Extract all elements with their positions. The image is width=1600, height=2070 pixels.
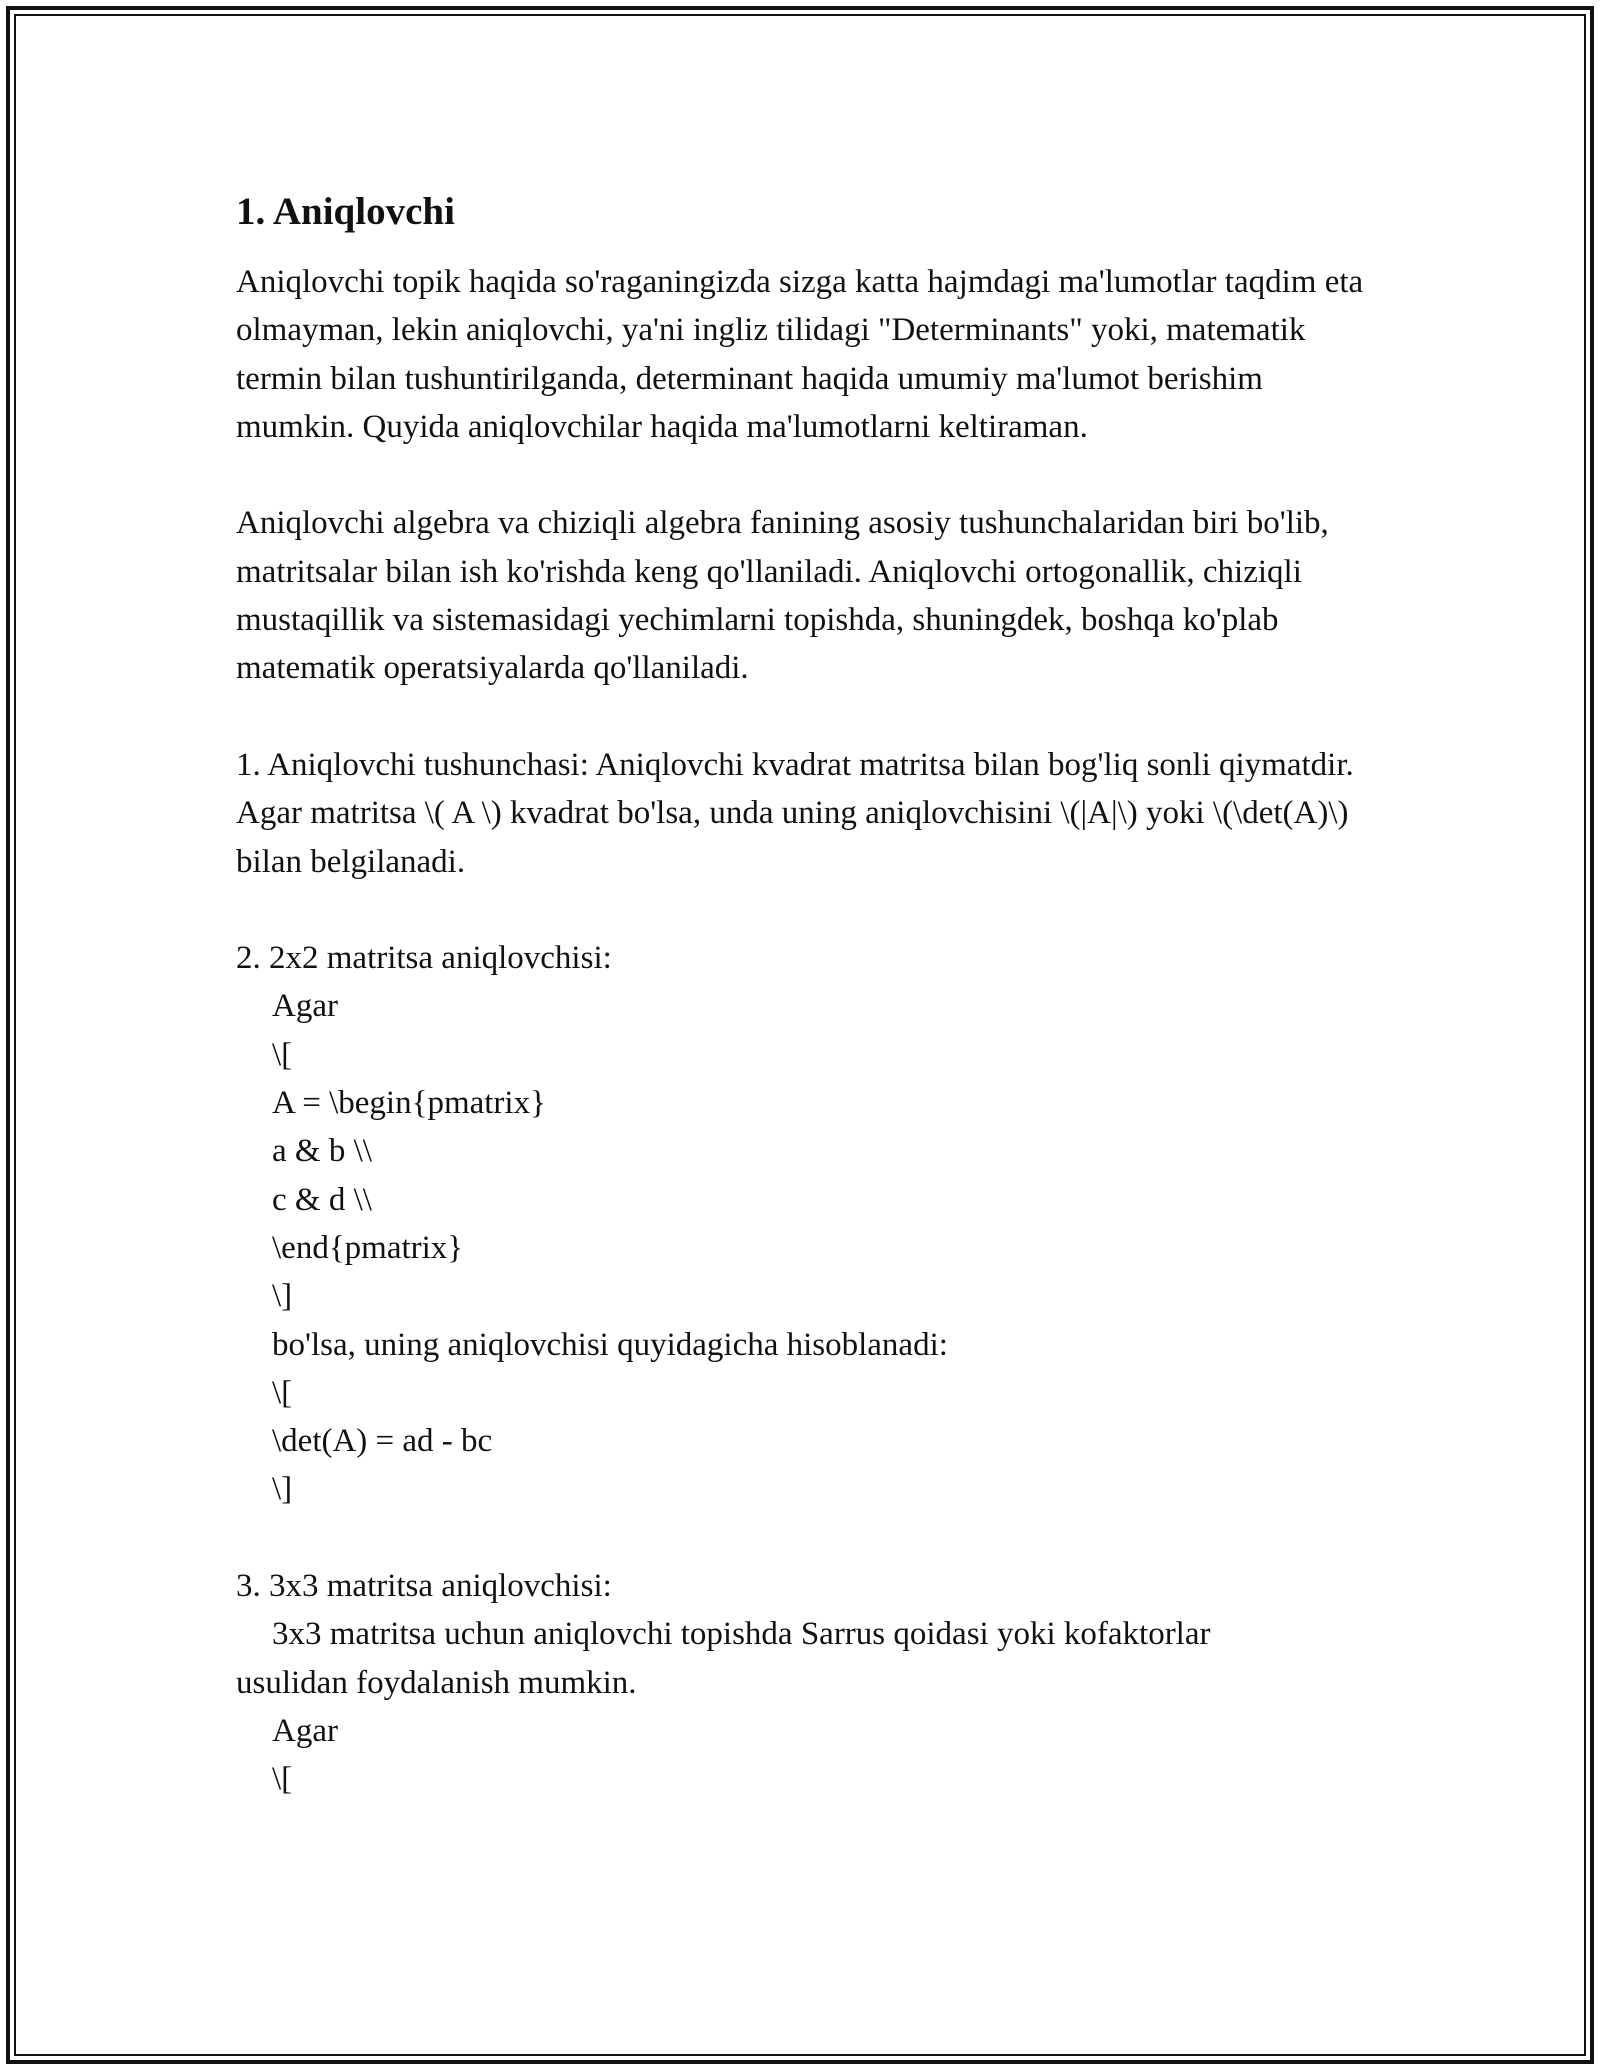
- paragraph-spacer: [236, 693, 1366, 741]
- item-1-definition: 1. Aniqlovchi tushunchasi: Aniqlovchi kvadrat matritsa bilan bog'liq sonli qiymatdir. Agar matritsa \( A \) kvadrat bo'lsa, unda uning aniqlovchisini \(|A|\) yoki \(\det(A)\) bilan belgilanadi.: [236, 746, 1354, 880]
- item-2-line: c & d \\: [272, 1181, 372, 1218]
- item-2-line: \[: [272, 1036, 293, 1073]
- second-paragraph: Aniqlovchi algebra va chiziqli algebra fanining asosiy tushunchalaridan biri bo'lib, matritsalar bilan ish ko'rishda keng qo'llaniladi. Aniqlovchi ortogonallik, chiziqli mustaqillik va sistemasidagi yechimlarni topishda, shuningdek, boshqa ko'plab matematik operatsiyalarda qo'llaniladi.: [236, 505, 1329, 687]
- item-2-line: \det(A) = ad - bc: [272, 1423, 493, 1460]
- item-2-line: bo'lsa, uning aniqlovchisi quyidagicha hisoblanadi:: [272, 1326, 948, 1363]
- item-2-line: Agar: [272, 988, 338, 1025]
- item-3-line: Agar: [272, 1712, 338, 1749]
- document-title: 1. Aniqlovchi: [236, 190, 455, 233]
- item-3-heading: 3. 3x3 matritsa aniqlovchisi:: [236, 1568, 612, 1605]
- item-2-line: \[: [272, 1374, 293, 1411]
- item-2-line: a & b \\: [272, 1133, 372, 1170]
- paragraph-spacer: [236, 451, 1366, 499]
- item-2-line: A = \begin{pmatrix}: [272, 1085, 546, 1122]
- intro-paragraph: Aniqlovchi topik haqida so'raganingizda sizga katta hajmdagi ma'lumotlar taqdim eta olmayman, lekin aniqlovchi, ya'ni ingliz tilidagi "Determinants" yoki, matematik termin bilan tushuntirilganda, determinant haqida umumiy ma'lumot berishim mumkin. Quyida aniqlovchilar haqida ma'lumotlarni keltiraman.: [236, 264, 1364, 445]
- item-2-line: \]: [272, 1278, 293, 1315]
- item-2-line: \]: [272, 1471, 293, 1508]
- item-3-description: 3x3 matritsa uchun aniqlovchi topishda Sarrus qoidasi yoki kofaktorlar: [272, 1616, 1211, 1653]
- document-body: [236, 188, 1366, 1804]
- item-2-line: \end{pmatrix}: [272, 1229, 464, 1266]
- item-3-line: \[: [272, 1761, 293, 1798]
- paragraph-spacer: [236, 1514, 1366, 1562]
- paragraph-spacer: [236, 886, 1366, 934]
- item-3-description-continued: usulidan foydalanish mumkin.: [236, 1664, 637, 1701]
- item-2-heading: 2. 2x2 matritsa aniqlovchisi:: [236, 940, 612, 977]
